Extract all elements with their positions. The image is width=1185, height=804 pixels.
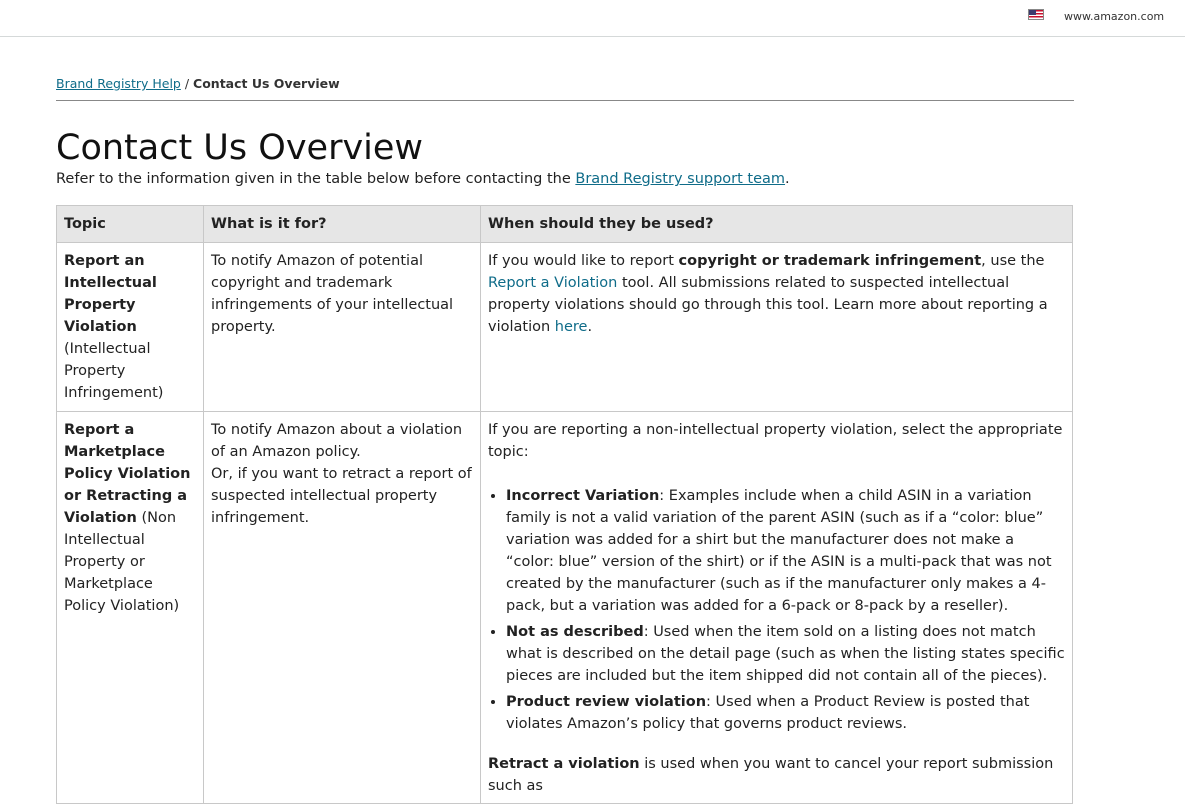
row2-usage — [481, 412, 1073, 804]
row2-purpose — [204, 412, 481, 804]
breadcrumb — [56, 76, 1074, 101]
list-item — [506, 485, 1065, 617]
intro-before: Refer to the information given in the table below before contacting the — [56, 171, 576, 187]
table-header-row — [57, 206, 1073, 243]
row1-topic — [57, 243, 204, 412]
retract-paragraph — [488, 753, 1065, 797]
bullet-text: : Used when a Product Review is posted that violates Amazon’s policy that governs product reviews. — [506, 694, 1030, 732]
breadcrumb-parent-link[interactable]: Brand Registry Help — [56, 76, 181, 91]
top-bar — [0, 0, 1185, 37]
table-row — [57, 412, 1073, 804]
us-flag-icon[interactable] — [1028, 9, 1044, 20]
row1-topic-bold: Report an Intellectual Property Violation — [64, 253, 157, 335]
row2-usage-intro: If you are reporting a non-intellectual property violation, select the appropriate topic: — [488, 422, 1063, 460]
row1-usage-c: tool. All submissions related to suspected intellectual property violations should go through this tool. Learn more about reporting a violation — [488, 275, 1048, 335]
bullet-text: : Used when the item sold on a listing does not match what is described on the detail page (such as when the listing states specific pieces are included but the item shipped did not contain all of the pieces). — [506, 624, 1065, 684]
row2-purpose-1: To notify Amazon about a violation of an Amazon policy. — [211, 422, 463, 460]
list-item — [506, 691, 1065, 735]
header-purpose: What is it for? — [204, 206, 481, 243]
bullet-title: Incorrect Variation — [506, 488, 660, 504]
row1-usage-b: , use the — [981, 253, 1045, 269]
row1-topic-rest: (Intellectual Property Infringement) — [64, 341, 164, 401]
row2-topic-bold: Report a Marketplace Policy Violation or Retracting a Violation — [64, 422, 191, 526]
header-usage: When should they be used? — [481, 206, 1073, 243]
row1-usage-a: If you would like to report — [488, 253, 679, 269]
contact-table — [56, 205, 1073, 804]
retract-bold: Retract a violation — [488, 756, 640, 772]
row1-purpose: To notify Amazon of potential copyright and trademark infringements of your intellectual property. — [204, 243, 481, 412]
domain-link[interactable]: www.amazon.com — [1064, 10, 1165, 23]
violation-topic-list — [488, 485, 1065, 735]
support-team-link[interactable]: Brand Registry support team — [575, 171, 786, 187]
list-item — [506, 621, 1065, 687]
page-title: Contact Us Overview — [56, 128, 424, 168]
bullet-text: : Examples include when a child ASIN in a variation family is not a valid variation of the parent ASIN (such as if a “color: blue” variation was added for a shirt but the manufacturer does not make a “color: blue” version of the shirt) or if the ASIN is a multi-pack that was not created by the manufacturer (such as if the manufacturer only makes a 4-pack, but a variation was added for a 6-pack or 8-pack by a reseller). — [506, 488, 1052, 614]
row1-usage-d: . — [587, 319, 593, 335]
breadcrumb-separator: / — [184, 76, 190, 91]
retract-text: is used when you want to cancel your report submission such as — [488, 756, 1054, 794]
row1-usage-bold: copyright or trademark infringement — [678, 253, 982, 269]
row2-topic — [57, 412, 204, 804]
row2-purpose-2: Or, if you want to retract a report of suspected intellectual property infringement. — [211, 466, 472, 526]
intro-after: . — [785, 171, 790, 187]
bullet-title: Product review violation — [506, 694, 707, 710]
table-row — [57, 243, 1073, 412]
breadcrumb-current: Contact Us Overview — [193, 76, 340, 91]
report-violation-link[interactable]: Report a Violation — [488, 275, 618, 291]
intro-text — [56, 171, 1074, 187]
bullet-title: Not as described — [506, 624, 644, 640]
main-content — [56, 76, 1074, 804]
row1-usage — [481, 243, 1073, 412]
learn-more-here-link[interactable]: here — [554, 319, 588, 335]
row2-topic-rest: (Non Intellectual Property or Marketplace Policy Violation) — [64, 510, 180, 614]
header-topic: Topic — [57, 206, 204, 243]
